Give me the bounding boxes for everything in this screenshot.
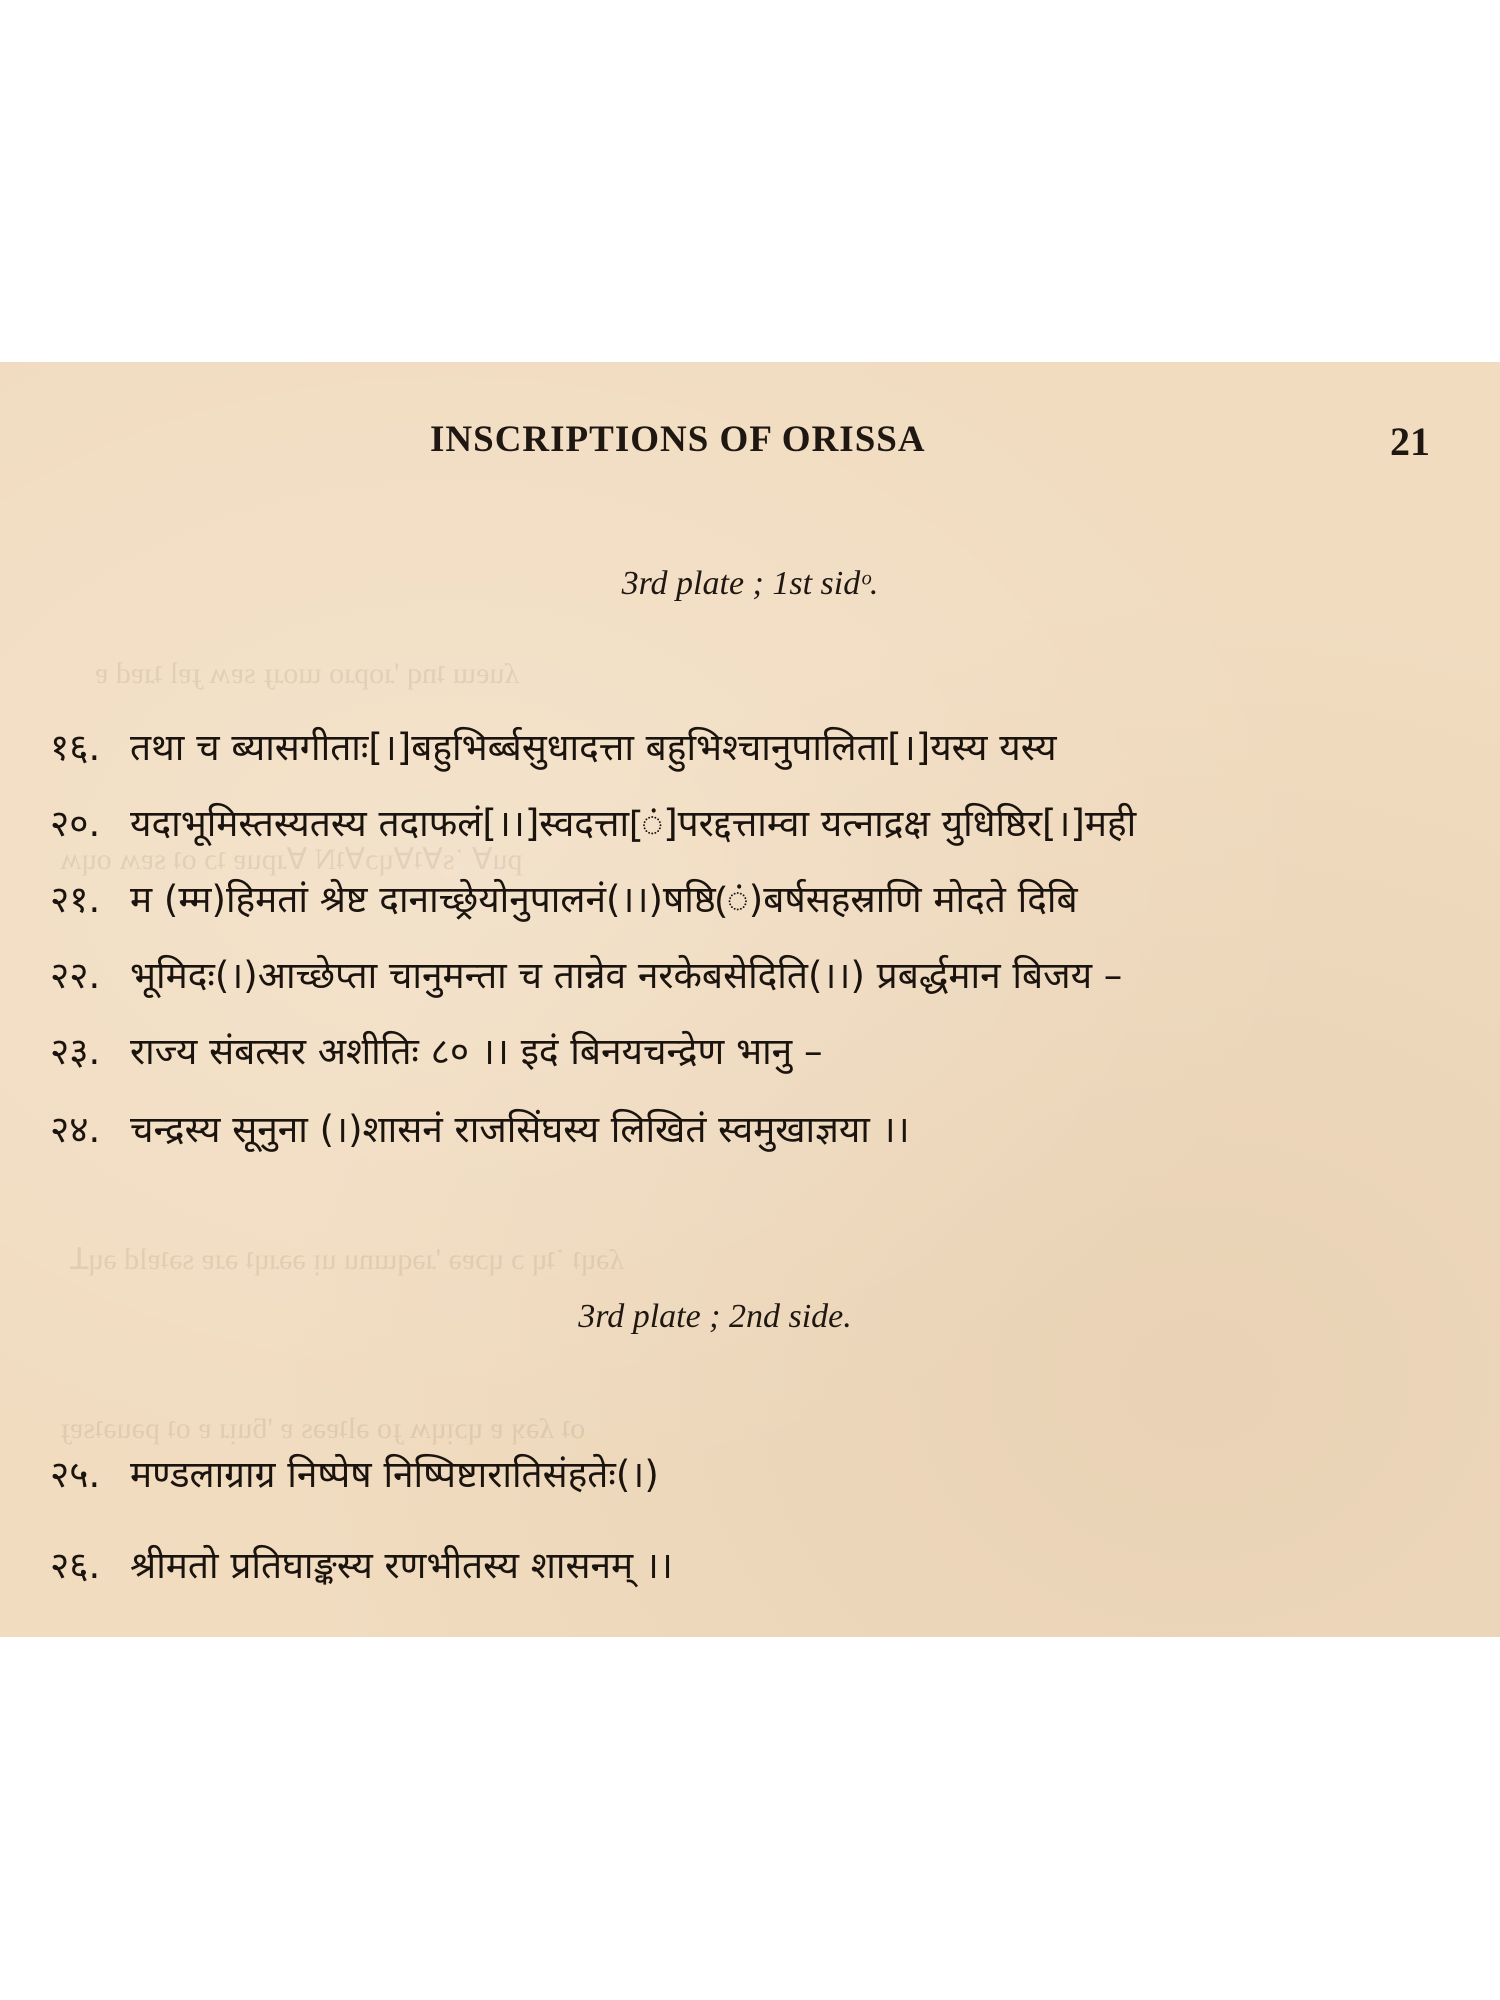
line-number: २५.	[50, 1453, 101, 1496]
inscription-line	[50, 794, 1136, 854]
page-header	[0, 418, 1500, 468]
line-text: म (म्म)हिमतां श्रेष्ट दानाच्छ्रेयोनुपालनं(।।)षष्ठि(ं)बर्षसहस्राणि मोदते दिबि	[130, 878, 1078, 921]
line-text: श्रीमतो प्रतिघाङ्कस्य रणभीतस्य शासनम् ।।	[130, 1544, 673, 1587]
line-number: २३.	[50, 1030, 101, 1073]
line-text: भूमिदः(।)आच्छेप्ता चानुमन्ता च तान्नेव नरकेबसेदिति(।।) प्रबर्द्धमान बिजय –	[130, 954, 1123, 997]
section-heading: 3rd plate ; 2nd side.	[578, 1298, 852, 1335]
bleed-through-decoration: ʎueɯ ʇnq 'ɹopɹo ɯoɹɟ sɐʍ ɟɐl ʇɹɐd ɐ	[95, 657, 520, 690]
line-number: २०.	[50, 802, 101, 845]
line-number: २६.	[50, 1544, 101, 1587]
line-number: २२.	[50, 954, 101, 997]
bleed-through-decoration: ʎǝɥʇ ˙ʇɥ ɔ ɥɔɐǝ 'ɹǝqɯnu uᴉ ǝǝɹɥʇ ǝɹɐ sǝʇɐld ǝɥꓕ	[70, 1243, 625, 1276]
line-text: मण्डलाग्राग्र निष्पेष निष्पिष्टारातिसंहतेः(।)	[130, 1453, 659, 1496]
inscription-line	[50, 1022, 822, 1082]
line-number: २४.	[50, 1108, 101, 1151]
line-text: यदाभूमिस्तस्यतस्य तदाफलं[।।]स्वदत्ता[ं]परद्दत्ताम्वा यत्नाद्रक्ष युधिष्ठिर[।]मही	[130, 802, 1137, 845]
inscription-line	[50, 1536, 673, 1596]
inscription-line	[50, 870, 1078, 930]
line-number: १६.	[50, 726, 101, 769]
page-number: 21	[1390, 419, 1430, 464]
line-text: तथा च ब्यासगीताः[।]बहुभिर्ब्बसुधादत्ता बहुभिश्चानुपालिता[।]यस्य यस्य	[130, 726, 1057, 769]
line-text: चन्द्रस्य सूनुना (।)शासनं राजसिंघस्य लिखितं स्वमुखाज्ञया ।।	[130, 1108, 910, 1151]
inscription-line	[50, 1445, 659, 1505]
line-text: राज्य संबत्सर अशीतिः ८० ।। इदं बिनयचन्द्रेण भानु –	[130, 1030, 823, 1073]
inscription-line	[50, 946, 1122, 1006]
inscription-line	[50, 1100, 910, 1160]
section-heading: 3rd plate ; 1st sidᵒ.	[621, 565, 879, 602]
bleed-through-decoration: oʇ ʎǝʞ ɐ ɥɔᴉɥʍ ɟo ǝlʇɐǝs ɐ 'ƃuᴉɹ ɐ oʇ pǝuǝʇsɐɟ	[60, 1412, 586, 1445]
bleed-through-decoration: pu∀ ˙s∀ʇ∀ɥɔ∀ʇN ∀ɹpuɐ ʇɔ oʇ sɐʍ oɥʍ	[60, 843, 523, 876]
running-title: INSCRIPTIONS OF ORISSA	[430, 419, 926, 460]
line-number: २१.	[50, 878, 101, 921]
inscription-line	[50, 718, 1057, 778]
